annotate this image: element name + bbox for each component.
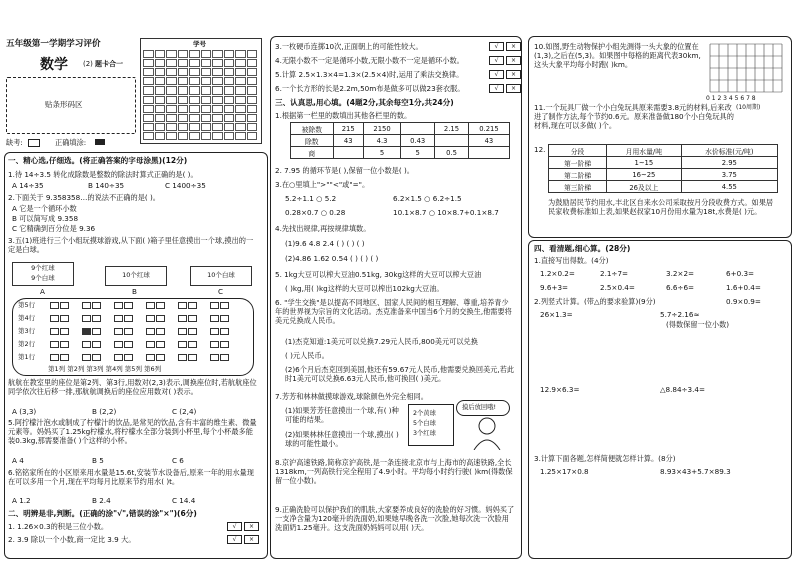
row-label-5: 第5行 xyxy=(18,301,36,309)
seat xyxy=(188,328,197,335)
seat xyxy=(178,341,187,348)
s3-q7-stem: 7.芳芳和林林做摸球游戏,球除颜色外完全相同。 xyxy=(275,392,428,401)
section-2-title: 二、明辨是非,判断。(正确的涂"√",错误的涂"×")(6分) xyxy=(8,509,197,518)
id-cell[interactable] xyxy=(166,114,177,122)
id-cell[interactable] xyxy=(166,50,177,58)
seat xyxy=(114,354,123,361)
seat xyxy=(220,302,229,309)
id-cell[interactable] xyxy=(235,86,246,94)
s4-oral-6: 2.5×0.4= xyxy=(600,283,635,292)
s3-q1-table: 被除数 215 2150 2.15 0.215 除数 43 4.3 0.43 43 商 5 5 0.5 xyxy=(290,122,510,159)
seat xyxy=(92,328,101,335)
id-cell[interactable] xyxy=(247,77,258,85)
id-cell[interactable] xyxy=(247,114,258,122)
s2-item-4: 4.无限小数不一定是循环小数,无限小数不一定是循环小数。 xyxy=(275,56,464,65)
seat xyxy=(50,302,59,309)
s4-p2-title: 2.列竖式计算。(带△的要求验算)(9分) xyxy=(534,297,656,306)
id-cell[interactable] xyxy=(189,132,200,140)
s1-q6-opt-c[interactable]: C 14.4 xyxy=(172,496,196,505)
id-cell[interactable] xyxy=(212,50,223,58)
id-cell[interactable] xyxy=(201,105,212,113)
id-cell[interactable] xyxy=(224,96,235,104)
id-cell[interactable] xyxy=(201,68,212,76)
s4-p3-title: 3.计算下面各题,怎样简便就怎样计算。(8分) xyxy=(534,454,676,463)
seat xyxy=(178,354,187,361)
s3-q12-label: 12. xyxy=(534,145,546,154)
seat xyxy=(114,341,123,348)
id-cell[interactable] xyxy=(189,123,200,131)
id-cell[interactable] xyxy=(143,50,154,58)
id-cell[interactable] xyxy=(201,123,212,131)
s3-q3-pair-4: 10.1×8.7 ○ 10×8.7+0.1×8.7 xyxy=(393,208,499,217)
absent-checkbox[interactable] xyxy=(28,139,40,147)
seat xyxy=(124,302,133,309)
s3-q10-axis: 0 1 2 3 4 5 6 7 8 xyxy=(706,95,756,102)
id-cell[interactable] xyxy=(166,132,177,140)
s4-vertical-1: 26×1.3= xyxy=(540,310,573,319)
id-cell[interactable] xyxy=(178,114,189,122)
seat xyxy=(220,341,229,348)
id-cell[interactable] xyxy=(178,59,189,67)
id-cell[interactable] xyxy=(247,59,258,67)
id-cell[interactable] xyxy=(189,68,200,76)
id-cell[interactable] xyxy=(224,86,235,94)
s3-q3-pair-3: 0.28×0.7 ○ 0.28 xyxy=(285,208,346,217)
fill-sample-mark xyxy=(95,139,105,145)
id-cell[interactable] xyxy=(143,105,154,113)
id-cell[interactable] xyxy=(201,114,212,122)
seat xyxy=(178,328,187,335)
id-cell[interactable] xyxy=(155,132,166,140)
s1-q4-opt-a[interactable]: A (3,3) xyxy=(12,407,37,416)
s4-oral-9: 0.9×0.9= xyxy=(726,297,761,306)
seat xyxy=(210,315,219,322)
id-cell[interactable] xyxy=(235,59,246,67)
s3-q9: 9.正确洗脸可以保护我们的肌肤,大家要养成良好的洗脸的好习惯。妈妈买了一支净含量为120毫升的洗面奶,如果她早晚各洗一次脸,她每次洗一次脸用洗面奶1.25毫升。这支洗面奶妈妈可以用( )天。 xyxy=(275,505,515,532)
seat xyxy=(178,302,187,309)
s4-oral-7: 6.6÷6= xyxy=(666,283,695,292)
id-cell[interactable] xyxy=(235,105,246,113)
s3-q4-seq-1: (1)9.6 4.8 2.4 ( ) ( ) ( ) xyxy=(285,239,365,248)
seat xyxy=(188,302,197,309)
id-cell[interactable] xyxy=(178,96,189,104)
s2-item-4-marks[interactable]: √ × xyxy=(487,56,521,65)
s1-q2-opt-a[interactable]: A 它是一个循环小数 xyxy=(12,204,77,213)
id-cell[interactable] xyxy=(212,132,223,140)
s3-q7-p1: (1)如果芳芳任意摸出一个球,有( )种可能的结果。 xyxy=(285,406,399,424)
id-cell[interactable] xyxy=(201,86,212,94)
id-cell[interactable] xyxy=(224,132,235,140)
seat xyxy=(82,315,91,322)
id-cell[interactable] xyxy=(189,77,200,85)
id-cell[interactable] xyxy=(189,50,200,58)
s3-q3-pair-2: 6.2×1.5 ○ 6.2÷1.5 xyxy=(393,194,462,203)
id-cell[interactable] xyxy=(155,50,166,58)
id-cell[interactable] xyxy=(189,105,200,113)
seat xyxy=(92,302,101,309)
s1-q3-opt-c[interactable]: C xyxy=(218,287,224,296)
elephant-grid-icon xyxy=(704,40,786,102)
seat xyxy=(60,328,69,335)
s3-q3-pair-1: 5.2÷1.1 ○ 5.2 xyxy=(285,194,337,203)
s1-q3-opt-a[interactable]: A xyxy=(40,287,45,296)
seat xyxy=(146,341,155,348)
seat xyxy=(114,302,123,309)
id-cell[interactable] xyxy=(155,68,166,76)
id-cell[interactable] xyxy=(178,132,189,140)
section-4-title: 四、看清题,细心算。(28分) xyxy=(534,244,631,253)
id-cell[interactable] xyxy=(212,77,223,85)
s1-q4-stem: 航航在教室里的座位是第2列、第3行,用数对(2,3)表示,调换座位时,若航航座位同学依次往后移一排,那航航调换后的座位应用数对( )表示。 xyxy=(8,378,257,396)
id-cell[interactable] xyxy=(247,50,258,58)
s1-q6-stem: 6.铭铭家所在的小区原来用水量是15.6t,安装节水设备后,原来一年的用水量现在可以多用一个月,现在平均每月比原来节约用水( )t。 xyxy=(8,468,254,486)
id-cell[interactable] xyxy=(224,114,235,122)
id-cell[interactable] xyxy=(212,68,223,76)
barcode-area: 贴条形码区 xyxy=(6,77,136,134)
s3-q6-p2: (2)6个月后杰克回到美国,他还有59.67元人民币,他需要兑换回美元,若此时1美元可以兑换6.63元人民币,他可换回( )美元。 xyxy=(285,365,515,383)
id-cell[interactable] xyxy=(224,77,235,85)
s3-q4-stem: 4.先找出规律,再按规律填数。 xyxy=(275,224,371,233)
s1-q5-opt-b[interactable]: B 5 xyxy=(92,456,104,465)
seat xyxy=(82,341,91,348)
s3-q6-stem: 6. "学生交换"是以提高不同地区、国家人民间的相互理解、尊重,培养青少年的世界视为宗旨的文化活动。杰克准备来中国当6个月的交换生,他需要将美元兑换成人民币。 xyxy=(275,298,512,325)
seat xyxy=(156,315,165,322)
s1-q4-opt-c[interactable]: C (2,4) xyxy=(172,407,197,416)
id-cell[interactable] xyxy=(224,105,235,113)
id-cell[interactable] xyxy=(247,105,258,113)
s2-item-2: 2. 3.9 除以一个小数,商一定比 3.9 大。 xyxy=(8,535,136,544)
s3-q7-p2: (2)如果林林任意摸出一个球,摸出( )球的可能性最小。 xyxy=(285,430,399,448)
s4-simplify-2: 8.93×43+5.7×89.3 xyxy=(660,467,731,476)
seat xyxy=(188,354,197,361)
section-3-title: 三、认真思,用心填。(4题2分,其余每空1分,共24分) xyxy=(275,98,454,107)
s1-q2-opt-b[interactable]: B 可以简写成 9.358 xyxy=(12,214,79,223)
id-cell[interactable] xyxy=(155,123,166,131)
id-cell[interactable] xyxy=(143,77,154,85)
s3-q3-stem: 3.在○里填上">""<"或"="。 xyxy=(275,180,370,189)
subject-note: (2) xyxy=(83,60,93,68)
s2-item-6: 6.一个长方形的长是2.2m,50m布是做多可以做23套衣服。 xyxy=(275,84,465,93)
seat xyxy=(210,341,219,348)
seat xyxy=(220,354,229,361)
s3-q4-seq-2: (2)4.86 1.62 0.54 ( ) ( ) ( ) xyxy=(285,254,379,263)
id-cell[interactable] xyxy=(178,123,189,131)
id-cell[interactable] xyxy=(212,105,223,113)
student-id-box: 学号 xyxy=(140,38,262,144)
seat xyxy=(50,328,59,335)
id-cell[interactable] xyxy=(155,96,166,104)
seat xyxy=(178,315,187,322)
id-cell[interactable] xyxy=(235,68,246,76)
id-cell[interactable] xyxy=(235,96,246,104)
id-cell[interactable] xyxy=(143,114,154,122)
row-label-2: 第2行 xyxy=(18,340,36,348)
id-cell[interactable] xyxy=(178,86,189,94)
id-cell[interactable] xyxy=(201,132,212,140)
seat xyxy=(92,341,101,348)
s1-q1-opt-a[interactable]: A 14÷35 xyxy=(12,181,44,190)
seat xyxy=(124,354,133,361)
id-cell[interactable] xyxy=(212,86,223,94)
id-cell[interactable] xyxy=(247,132,258,140)
s1-q4-opt-b[interactable]: B (2,2) xyxy=(92,407,117,416)
id-cell[interactable] xyxy=(212,114,223,122)
seat xyxy=(220,328,229,335)
seat xyxy=(60,302,69,309)
seat xyxy=(156,302,165,309)
s4-oral-4: 6+0.3= xyxy=(726,269,755,278)
id-cell[interactable] xyxy=(143,68,154,76)
s2-item-2-marks[interactable]: √ × xyxy=(225,535,259,544)
id-cell[interactable] xyxy=(178,68,189,76)
id-cell[interactable] xyxy=(235,123,246,131)
speech-bubble: 摸后放回哦! xyxy=(456,400,510,416)
s4-vertical-3: 12.9×6.3= xyxy=(540,385,580,394)
s3-q12-note: 为鼓励居民节约用水,丰北区自来水公司采取按月分段收费方式。如果居民家收费标准如上表,如果赵叔家10月份用水量为18t,水费是( )元。 xyxy=(548,198,774,216)
seat xyxy=(50,315,59,322)
id-cell[interactable] xyxy=(143,132,154,140)
s4-vertical-2-note: (得数保留一位小数) xyxy=(666,320,730,329)
id-cell[interactable] xyxy=(201,59,212,67)
seat xyxy=(156,328,165,335)
s2-item-3-marks[interactable]: √ × xyxy=(487,42,521,51)
s3-q8: 8.京沪高速铁路,简称京沪高铁,是一条连接北京市与上海市的高速铁路,全长1318km,一列高铁行完全程用了4.9小时。平均每小时约行驶( )km(得数保留一位小数)。 xyxy=(275,458,513,485)
id-cell[interactable] xyxy=(143,123,154,131)
s1-q1-stem: 1.待 14÷3.5 转化成除数是整数的除法时算式正确的是( )。 xyxy=(8,170,198,179)
id-cell[interactable] xyxy=(166,77,177,85)
s4-vertical-2: 5.7÷2.16≈ xyxy=(660,310,700,319)
id-cell[interactable] xyxy=(155,86,166,94)
s1-q3-box-c: 10个白球 xyxy=(190,266,252,286)
seat xyxy=(210,328,219,335)
s3-q6-p1b: ( )元人民币。 xyxy=(285,351,329,360)
s1-q6-opt-b[interactable]: B 2.4 xyxy=(92,496,111,505)
s1-q3-opt-b[interactable]: B xyxy=(132,287,137,296)
s2-item-3: 3.一枚硬币连掷10次,正面朝上的可能性较大。 xyxy=(275,42,423,51)
seat xyxy=(210,302,219,309)
id-cell[interactable] xyxy=(178,105,189,113)
id-cell[interactable] xyxy=(189,96,200,104)
id-cell[interactable] xyxy=(178,77,189,85)
s3-q6-p1: (1)杰克知道:1美元可以兑换7.29元人民币,800美元可以兑换 xyxy=(285,337,478,346)
seat xyxy=(124,341,133,348)
seat xyxy=(114,328,123,335)
student-id-grid[interactable] xyxy=(143,50,257,140)
s1-q2-opt-c[interactable]: C 它精确到百分位是 9.36 xyxy=(12,224,96,233)
id-cell[interactable] xyxy=(212,123,223,131)
row-label-1: 第1行 xyxy=(18,353,36,361)
s2-item-1: 1. 1.26×0.3的积是三位小数。 xyxy=(8,522,109,531)
ball-box: 2个黄球 5个白球 3个红球 xyxy=(408,404,454,446)
id-cell[interactable] xyxy=(224,59,235,67)
s2-item-5-marks[interactable]: √ × xyxy=(487,70,521,79)
id-cell[interactable] xyxy=(201,50,212,58)
seat xyxy=(124,315,133,322)
id-cell[interactable] xyxy=(235,114,246,122)
id-cell[interactable] xyxy=(155,77,166,85)
s3-q10-stem: 10.如图,野生动物保护小组先测得一头大象的位置在(1,3),之后在(5,3)。如果图中每格的距离代表30km,这头大象平均每小时跑( )km。 xyxy=(534,42,701,69)
s3-q11: 11.一个玩具厂做一个小白兔玩具原来需要3.8元的材料,后来改进了制作方法,每个节约0.6元。原来准备做180个小白兔玩具的材料,现在可以多做( )个。 xyxy=(534,103,734,130)
s3-q5: 5. 1kg大豆可以榨大豆油0.51kg, 30kg这样的大豆可以榨大豆油 xyxy=(275,270,482,279)
id-cell[interactable] xyxy=(235,132,246,140)
s1-q1-opt-b[interactable]: B 140÷35 xyxy=(88,181,125,190)
s1-q3-box-b: 10个红球 xyxy=(105,266,167,286)
s4-vertical-4: △8.84÷3.4= xyxy=(660,385,706,394)
id-cell[interactable] xyxy=(247,86,258,94)
id-cell[interactable] xyxy=(189,114,200,122)
s4-oral-5: 9.6+3= xyxy=(540,283,569,292)
seat xyxy=(60,354,69,361)
column-labels: 第1列 第2列 第3列 第4列 第5列 第6列 xyxy=(48,365,162,373)
s3-q2: 2. 7.95 的循环节是( ),保留一位小数是( )。 xyxy=(275,166,414,175)
s1-q3-stem: 3.五(1)班进行三个小组玩摸球游戏,从下面( )箱子里任意摸出一个球,摸出的一定是白球。 xyxy=(8,236,254,254)
id-cell[interactable] xyxy=(247,96,258,104)
seat xyxy=(146,315,155,322)
seat xyxy=(50,354,59,361)
grade-title: 五年级第一学期学习评价 xyxy=(6,39,101,49)
s1-q5-opt-a[interactable]: A 4 xyxy=(12,456,24,465)
s4-oral-1: 1.2×0.2= xyxy=(540,269,575,278)
id-cell[interactable] xyxy=(178,50,189,58)
id-cell[interactable] xyxy=(166,68,177,76)
id-cell[interactable] xyxy=(201,77,212,85)
seat xyxy=(60,341,69,348)
seat xyxy=(146,354,155,361)
seat xyxy=(92,354,101,361)
id-cell[interactable] xyxy=(166,96,177,104)
seat xyxy=(188,315,197,322)
id-cell[interactable] xyxy=(224,50,235,58)
s4-simplify-1: 1.25×17×0.8 xyxy=(540,467,589,476)
id-cell[interactable] xyxy=(155,59,166,67)
id-cell[interactable] xyxy=(166,123,177,131)
seat xyxy=(188,341,197,348)
s4-p1-title: 1.直接写出得数。(4分) xyxy=(534,256,609,265)
id-cell[interactable] xyxy=(235,50,246,58)
seat xyxy=(92,315,101,322)
id-cell[interactable] xyxy=(224,123,235,131)
seat xyxy=(82,302,91,309)
s2-item-5: 5.计算 2.5×1.3×4=1.3×(2.5×4)时,运用了乘法交换律。 xyxy=(275,70,464,79)
s4-oral-8: 1.6+0.4= xyxy=(726,283,761,292)
seat xyxy=(114,315,123,322)
s3-q10-axis-note: (10周期) xyxy=(736,104,761,111)
seat xyxy=(210,354,219,361)
id-cell[interactable] xyxy=(189,59,200,67)
s1-q5-stem: 5.阿拧檬汁泡水或制成了柠檬汁的饮品,是常见的饮品,含有丰富的维生素、微量元素等。妈妈买了1.25kg柠檬水,将柠檬水全部分装到小杯里,每个小杯最多能装0.3kg,那需要准备( )个这样的小杯。 xyxy=(8,418,257,445)
seat xyxy=(60,315,69,322)
s3-q1-stem: 1.根据第一栏里的数填出其他各栏里的数。 xyxy=(275,111,412,120)
s2-item-1-marks[interactable]: √ × xyxy=(225,522,259,531)
id-cell[interactable] xyxy=(166,86,177,94)
id-cell[interactable] xyxy=(155,114,166,122)
seat xyxy=(220,315,229,322)
absent-label: 缺考: xyxy=(6,138,23,147)
subject-title: 数学 xyxy=(40,57,68,73)
id-cell[interactable] xyxy=(166,59,177,67)
id-cell[interactable] xyxy=(143,96,154,104)
s2-item-6-marks[interactable]: √ × xyxy=(487,84,521,93)
seat xyxy=(146,302,155,309)
id-cell[interactable] xyxy=(212,96,223,104)
id-cell[interactable] xyxy=(212,59,223,67)
id-cell[interactable] xyxy=(235,77,246,85)
girl-illustration-icon xyxy=(468,416,506,450)
seat xyxy=(50,341,59,348)
id-cell[interactable] xyxy=(224,68,235,76)
s4-oral-2: 2.1÷7= xyxy=(600,269,629,278)
s1-q5-opt-c[interactable]: C 6 xyxy=(172,456,184,465)
id-cell[interactable] xyxy=(143,86,154,94)
id-cell[interactable] xyxy=(247,123,258,131)
row-label-4: 第4行 xyxy=(18,314,36,322)
s3-q12-table: 分段 月用水量/吨 水价标准(元/吨) 第一阶梯 1~15 2.95 第二阶梯 16~25 3.75 第三阶梯 26及以上 4.55 xyxy=(548,144,778,193)
id-cell[interactable] xyxy=(247,68,258,76)
seat xyxy=(124,328,133,335)
s1-q6-opt-a[interactable]: A 1.2 xyxy=(12,496,31,505)
seat xyxy=(156,354,165,361)
id-cell[interactable] xyxy=(201,96,212,104)
fill-sample-label: 正确填涂: xyxy=(55,138,87,147)
type-note: 题卡合一 xyxy=(95,60,123,68)
s1-q1-opt-c[interactable]: C 1400÷35 xyxy=(165,181,206,190)
s1-q3-box-a: 9个红球 9个白球 xyxy=(12,262,74,286)
id-cell[interactable] xyxy=(155,105,166,113)
row-label-3: 第3行 xyxy=(18,327,36,335)
seat xyxy=(156,341,165,348)
s3-q5b: ( )kg,用( )kg这样的大豆可以榨出102kg大豆油。 xyxy=(285,284,444,293)
id-cell[interactable] xyxy=(166,105,177,113)
seat xyxy=(82,354,91,361)
section-1-title: 一、精心选,仔细选。(将正确答案的字母涂黑)(12分) xyxy=(8,156,188,165)
id-cell[interactable] xyxy=(189,86,200,94)
s4-oral-3: 3.2×2= xyxy=(666,269,695,278)
s1-q2-stem: 2.下面关于 9.358358…的说法不正确的是( )。 xyxy=(8,193,160,202)
id-cell[interactable] xyxy=(143,59,154,67)
seat xyxy=(146,328,155,335)
seat xyxy=(82,328,91,335)
